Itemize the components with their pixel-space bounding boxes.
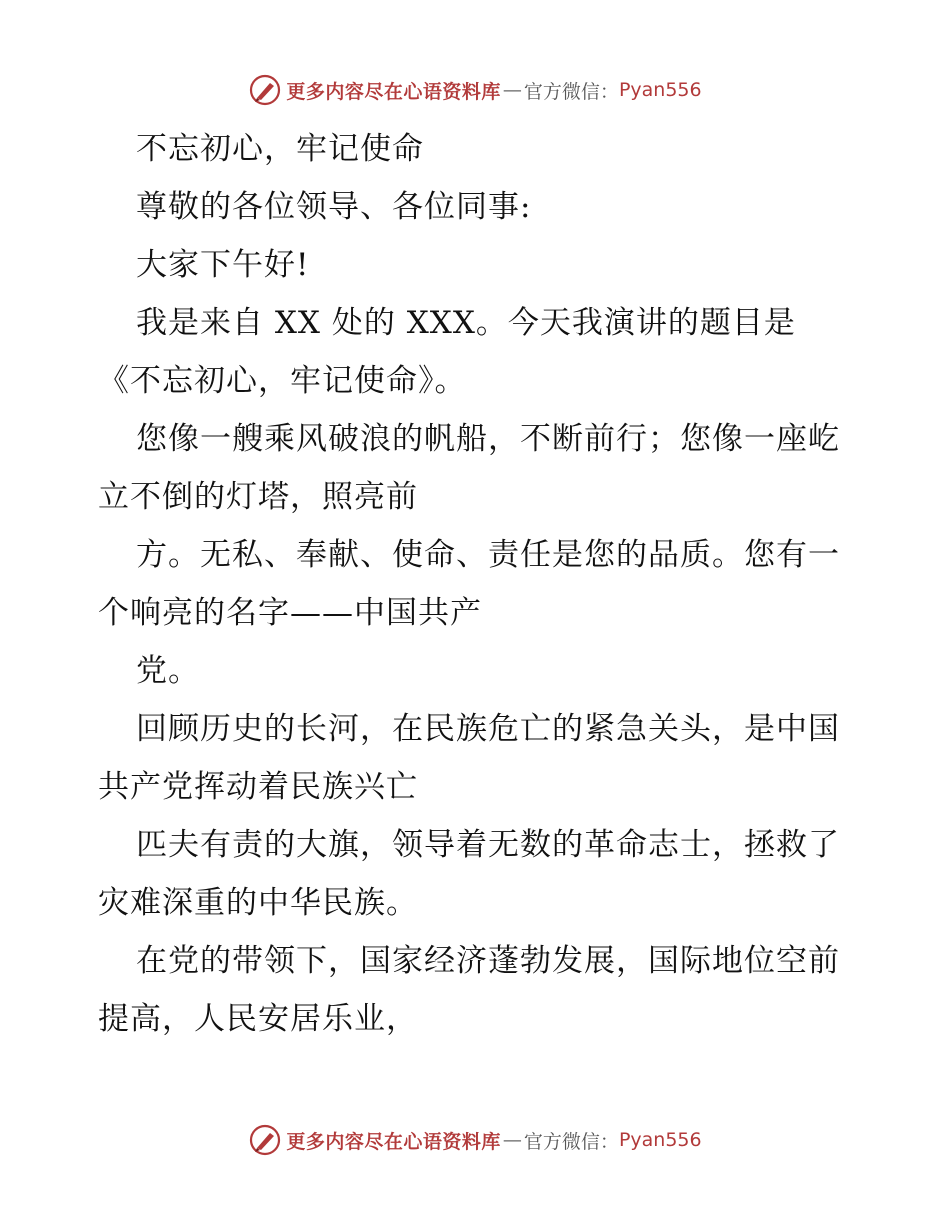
watermark-brand: 更多内容尽在心语资料库 bbox=[286, 1130, 501, 1153]
footer-watermark bbox=[0, 1120, 950, 1160]
watermark-wechat-label: 官方微信： bbox=[523, 1130, 619, 1153]
paragraph-body: 党。 bbox=[136, 653, 200, 689]
watermark-dash: — bbox=[502, 79, 522, 101]
paragraph-body: 匹夫有责的大旗，领导着无数的革命志士，拯救了灾难深重的中华民族。 bbox=[98, 827, 840, 921]
paragraph-body: 您像一艘乘风破浪的帆船，不断前行；您像一座屹立不倒的灯塔，照亮前 bbox=[98, 421, 840, 515]
paragraph-body: 回顾历史的长河，在民族危亡的紧急关头，是中国共产党挥动着民族兴亡 bbox=[98, 711, 840, 805]
pen-logo-icon bbox=[248, 1123, 282, 1157]
paragraph-body: 在党的带领下，国家经济蓬勃发展，国际地位空前提高，人民安居乐业， bbox=[98, 943, 840, 1037]
paragraph-intro: 我是来自 XX 处的 XXX。今天我演讲的题目是《不忘初心，牢记使命》。 bbox=[98, 305, 796, 399]
watermark-brand: 更多内容尽在心语资料库 bbox=[286, 80, 501, 103]
document-body bbox=[98, 120, 858, 1048]
paragraph-title: 不忘初心，牢记使命 bbox=[136, 131, 424, 167]
watermark-dash: — bbox=[502, 1129, 522, 1151]
watermark-wechat-id: Pyan556 bbox=[618, 79, 702, 101]
paragraph-salutation: 尊敬的各位领导、各位同事: bbox=[136, 189, 532, 225]
header-watermark bbox=[0, 70, 950, 110]
pen-logo-icon bbox=[248, 73, 282, 107]
paragraph-body: 方。无私、奉献、使命、责任是您的品质。您有一个响亮的名字——中国共产 bbox=[98, 537, 840, 631]
paragraph-greeting: 大家下午好! bbox=[136, 247, 310, 283]
watermark-wechat-id: Pyan556 bbox=[618, 1129, 702, 1151]
watermark-wechat-label: 官方微信： bbox=[523, 80, 619, 103]
